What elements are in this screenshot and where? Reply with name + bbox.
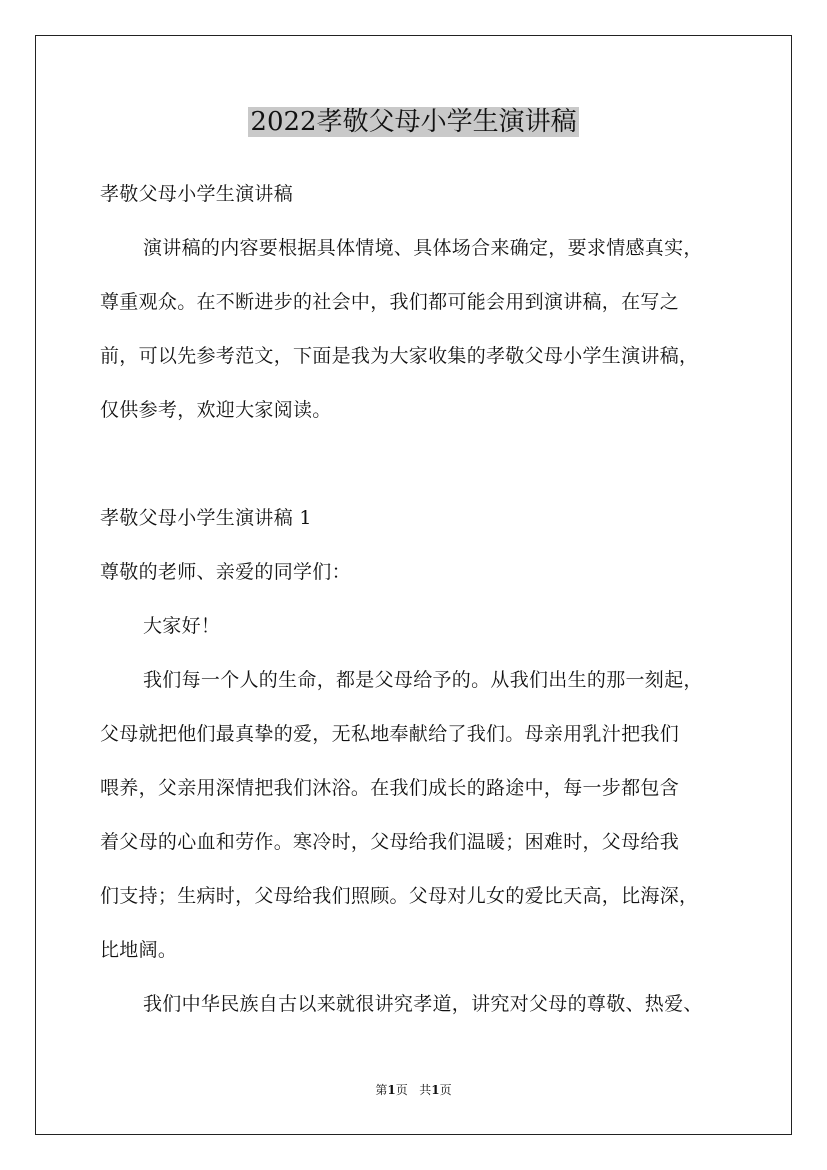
paragraph1-line-3: 喂养，父亲用深情把我们沐浴。在我们成长的路途中，每一步都包含	[100, 777, 680, 799]
total-pages: 1	[431, 1083, 440, 1097]
paragraph2-line-1: 我们中华民族自古以来就很讲究孝道，讲究对父母的尊敬、热爱、	[143, 993, 703, 1015]
total-label-suffix: 页	[439, 1083, 452, 1097]
document-title	[0, 102, 827, 142]
intro-line-1: 演讲稿的内容要根据具体情境、具体场合来确定，要求情感真实，	[143, 237, 703, 259]
paragraph1-line-4: 着父母的心血和劳作。寒冷时，父母给我们温暖；困难时，父母给我	[100, 831, 680, 853]
intro-line-3: 前，可以先参考范文，下面是我为大家收集的孝敬父母小学生演讲稿，	[100, 345, 699, 367]
document-title-text: 2022孝敬父母小学生演讲稿	[250, 107, 577, 137]
paragraph1-line-6: 比地阔。	[100, 939, 178, 961]
page-number: 1	[387, 1083, 396, 1097]
paragraph1-line-5: 们支持；生病时，父母给我们照顾。父母对儿女的爱比天高，比海深，	[100, 885, 699, 907]
salutation: 尊敬的老师、亲爱的同学们：	[100, 561, 351, 583]
total-label-prefix: 共	[419, 1083, 432, 1097]
greeting: 大家好！	[143, 615, 221, 637]
page-footer	[0, 1082, 827, 1098]
paragraph1-line-1: 我们每一个人的生命，都是父母给予的。从我们出生的那一刻起，	[143, 669, 703, 691]
page-label-suffix: 页	[395, 1083, 408, 1097]
page-label-prefix: 第	[375, 1083, 388, 1097]
section-heading: 孝敬父母小学生演讲稿 1	[100, 507, 312, 529]
paragraph1-line-2: 父母就把他们最真挚的爱，无私地奉献给了我们。母亲用乳汁把我们	[100, 723, 680, 745]
subtitle: 孝敬父母小学生演讲稿	[100, 183, 294, 205]
intro-line-2: 尊重观众。在不断进步的社会中，我们都可能会用到演讲稿，在写之	[100, 291, 680, 313]
intro-line-4: 仅供参考，欢迎大家阅读。	[100, 399, 332, 421]
